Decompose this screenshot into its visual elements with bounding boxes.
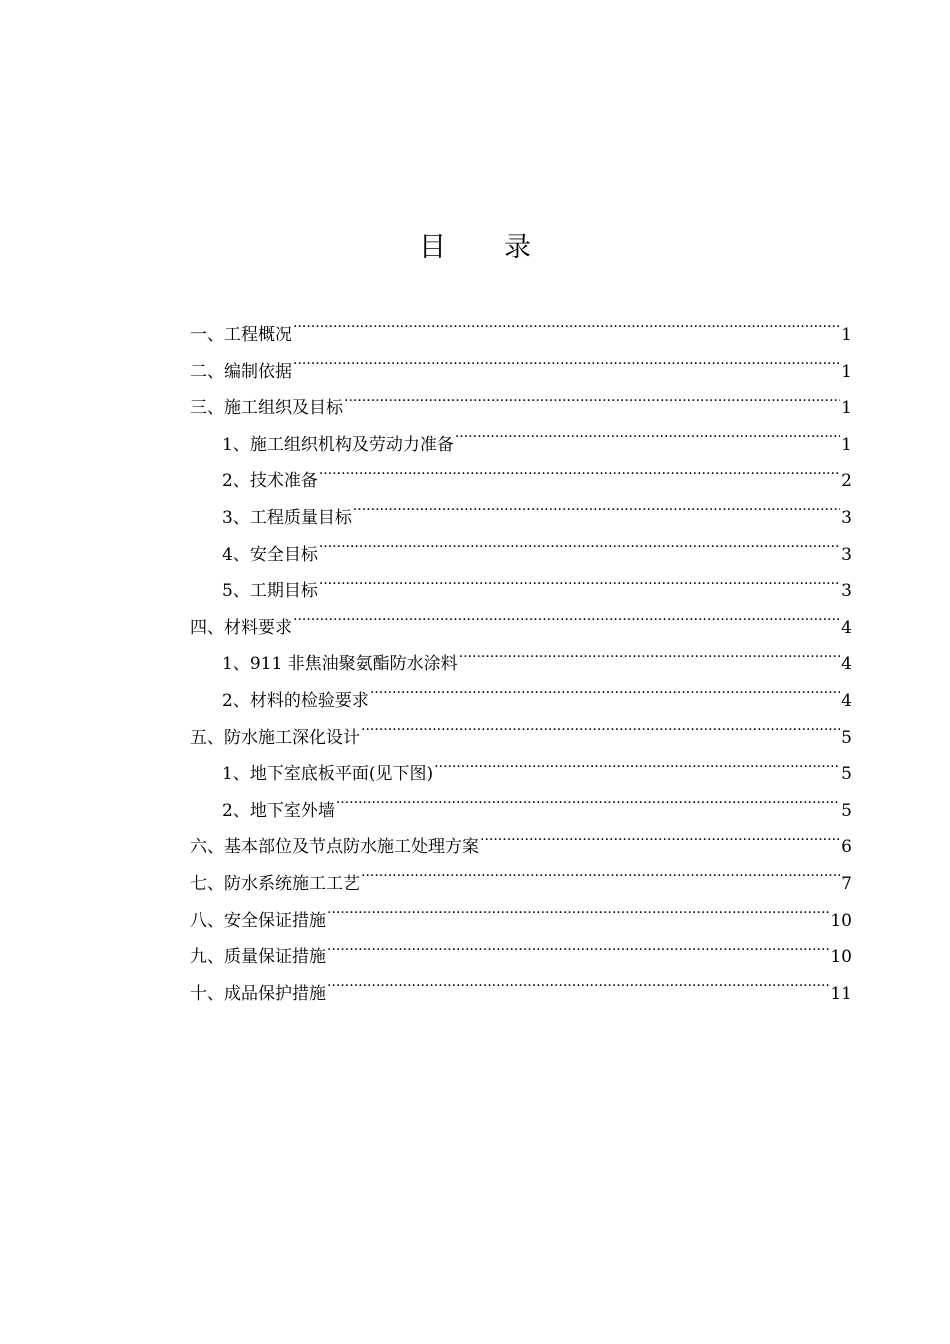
toc-dot-leader <box>293 323 840 340</box>
toc-dot-leader <box>319 579 840 596</box>
toc-entry-page-number: 11 <box>830 983 852 1004</box>
toc-entry-page-number: 1 <box>841 361 852 382</box>
toc-entry-page-number: 5 <box>841 800 852 821</box>
toc-entry[interactable] <box>190 537 852 574</box>
toc-entry[interactable] <box>190 500 852 537</box>
toc-entry[interactable] <box>190 354 852 391</box>
toc-entry-page-number: 2 <box>841 471 852 492</box>
toc-dot-leader <box>459 652 841 669</box>
toc-entry-page-number: 1 <box>841 325 852 345</box>
toc-entry[interactable] <box>190 903 852 940</box>
toc-entry-page-number: 3 <box>841 544 852 565</box>
toc-entry-page-number: 1 <box>841 398 852 419</box>
toc-dot-leader <box>344 396 840 413</box>
toc-entry-page-number: 5 <box>841 727 852 748</box>
toc-entry-page-number: 5 <box>841 764 852 785</box>
toc-dot-leader <box>434 762 840 779</box>
toc-dot-leader <box>480 835 840 852</box>
toc-entry-label: 三、施工组织及目标 <box>190 398 343 419</box>
toc-entry-page-number: 4 <box>841 654 852 675</box>
toc-entry-label: 四、材料要求 <box>190 617 292 638</box>
toc-dot-leader <box>353 506 840 523</box>
toc-entry[interactable] <box>190 829 852 866</box>
toc-entry-label: 六、基本部位及节点防水施工处理方案 <box>190 837 479 858</box>
toc-entry[interactable] <box>190 610 852 647</box>
toc-entry-page-number: 1 <box>841 434 852 455</box>
toc-entry-page-number: 4 <box>841 617 852 638</box>
toc-entry[interactable] <box>190 976 852 1013</box>
toc-dot-leader <box>319 543 840 560</box>
toc-entry[interactable] <box>190 463 852 500</box>
toc-dot-leader <box>370 689 840 706</box>
toc-entry-label: 九、质量保证措施 <box>190 947 326 968</box>
toc-entry-page-number: 10 <box>830 910 852 931</box>
toc-dot-leader <box>319 469 840 486</box>
toc-entry-label: 八、安全保证措施 <box>190 910 326 931</box>
table-of-contents <box>190 317 852 1012</box>
toc-dot-leader <box>293 360 840 377</box>
page-title-char-2: 录 <box>504 232 531 263</box>
toc-entry-page-number: 4 <box>841 690 852 711</box>
toc-entry[interactable] <box>190 866 852 903</box>
toc-dot-leader <box>293 616 840 633</box>
toc-dot-leader <box>361 726 840 743</box>
toc-entry-label: 一、工程概况 <box>190 325 292 345</box>
toc-dot-leader <box>327 982 829 999</box>
toc-entry-label: 十、成品保护措施 <box>190 983 326 1004</box>
toc-entry-label: 2、技术准备 <box>222 471 318 492</box>
toc-entry[interactable] <box>190 317 852 354</box>
toc-entry-label: 1、911 非焦油聚氨酯防水涂料 <box>222 654 458 675</box>
toc-entry-label: 五、防水施工深化设计 <box>190 727 360 748</box>
toc-entry-page-number: 6 <box>841 837 852 858</box>
toc-entry-page-number: 3 <box>841 581 852 602</box>
toc-dot-leader <box>336 799 840 816</box>
toc-entry-label: 5、工期目标 <box>222 581 318 602</box>
toc-entry-label: 二、编制依据 <box>190 361 292 382</box>
toc-entry-label: 2、材料的检验要求 <box>222 690 369 711</box>
toc-entry-label: 2、地下室外墙 <box>222 800 335 821</box>
toc-entry-page-number: 10 <box>830 947 852 968</box>
toc-entry[interactable] <box>190 646 852 683</box>
toc-dot-leader <box>327 945 829 962</box>
toc-entry[interactable] <box>190 939 852 976</box>
toc-dot-leader <box>455 433 840 450</box>
toc-entry[interactable] <box>190 793 852 830</box>
toc-entry[interactable] <box>190 720 852 757</box>
toc-entry-label: 1、施工组织机构及劳动力准备 <box>222 434 454 455</box>
toc-dot-leader <box>327 909 829 926</box>
toc-entry-label: 3、工程质量目标 <box>222 507 352 528</box>
toc-entry-page-number: 3 <box>841 507 852 528</box>
toc-entry[interactable] <box>190 573 852 610</box>
page-title <box>0 228 950 268</box>
toc-entry-page-number: 7 <box>841 873 852 894</box>
toc-entry[interactable] <box>190 427 852 464</box>
toc-entry[interactable] <box>190 756 852 793</box>
page-title-char-1: 目 <box>419 232 446 263</box>
toc-entry-label: 七、防水系统施工工艺 <box>190 873 360 894</box>
toc-entry[interactable] <box>190 390 852 427</box>
toc-entry-label: 1、地下室底板平面(见下图) <box>222 764 434 785</box>
toc-entry-label: 4、安全目标 <box>222 544 318 565</box>
toc-dot-leader <box>361 872 840 889</box>
toc-entry[interactable] <box>190 683 852 720</box>
